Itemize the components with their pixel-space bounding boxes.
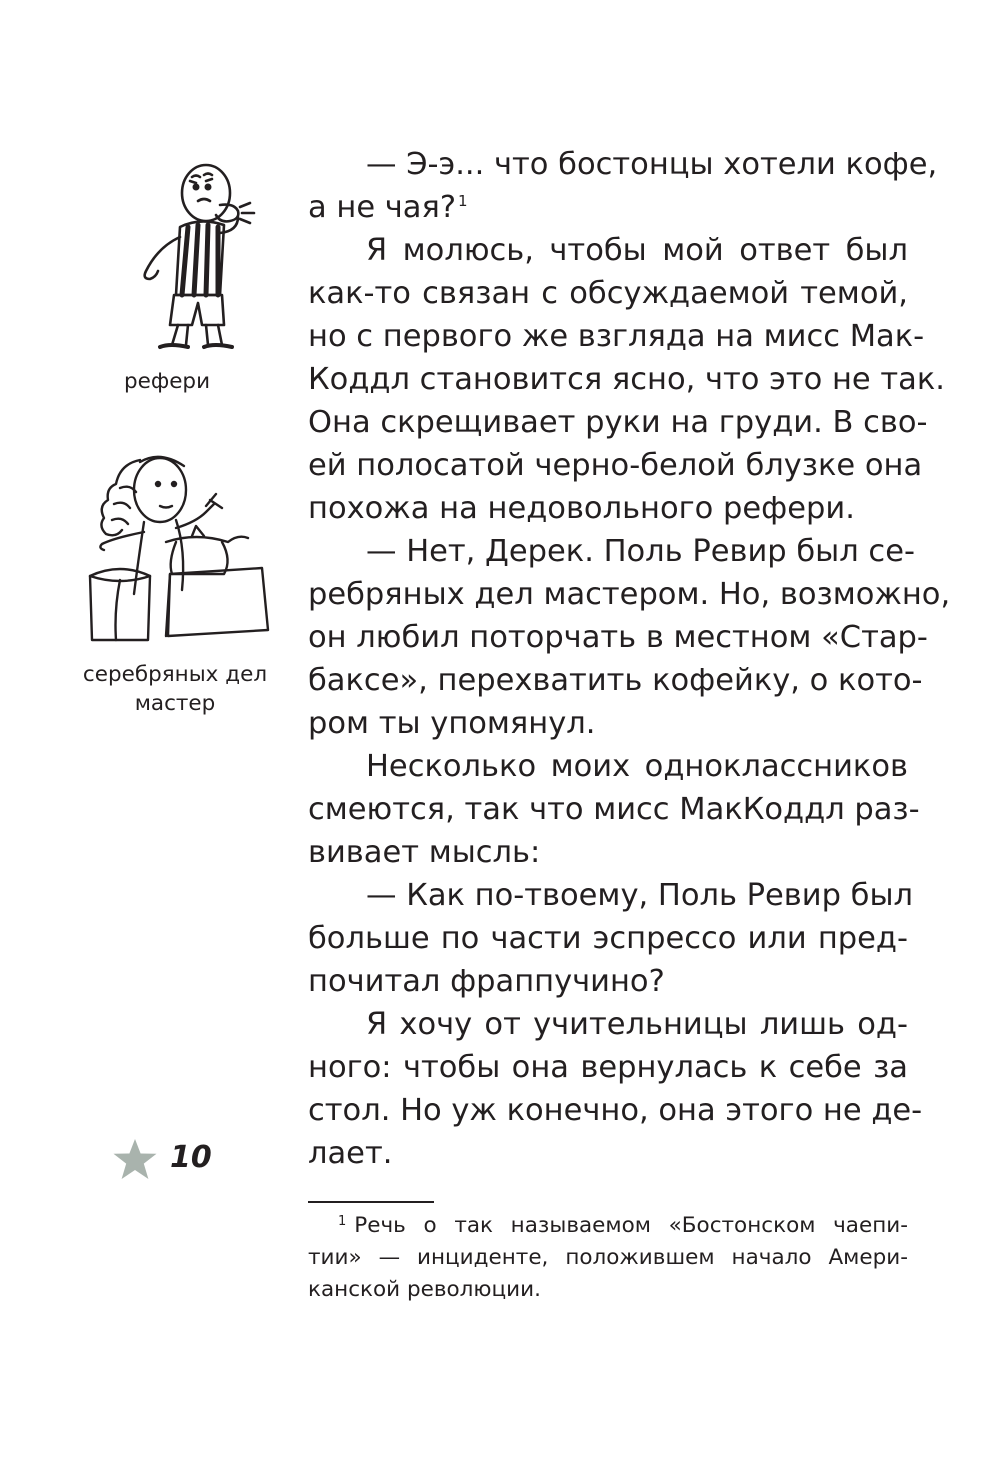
footnote-reference[interactable]: 1 [458, 192, 468, 210]
text-line: Я хочу от учительницы лишь од- [366, 1007, 908, 1042]
referee-caption: рефери [123, 369, 211, 394]
star-icon [112, 1138, 158, 1180]
text-line: Коддл становится ясно, что это не так. [308, 362, 945, 397]
page-number: 10 [170, 1140, 212, 1175]
paragraph [308, 229, 945, 530]
footnote-line [308, 1210, 908, 1242]
text-line: похожа на недовольного рефери. [308, 491, 855, 526]
referee-illustration [108, 155, 278, 355]
text-line: баксе», перехватить кофейку, о кото- [308, 663, 923, 698]
text-line: ей полосатой черно-белой блузке она [308, 448, 923, 483]
footnote-line: канской революции. [308, 1277, 541, 1302]
text-line: ного: чтобы она вернулась к себе за [308, 1050, 908, 1085]
text-line: ребряных дел мастером. Но, возможно, [308, 577, 951, 612]
star-shape [114, 1139, 157, 1179]
paragraph [308, 745, 920, 874]
text-line: — Э-э... что бостонцы хотели кофе, [366, 147, 938, 182]
text-line: стол. Но уж конечно, она этого не де- [308, 1093, 923, 1128]
text-line: Несколько моих одноклассников [366, 749, 908, 784]
paragraph [308, 530, 951, 745]
footnote-divider [308, 1201, 434, 1203]
text-line: Я молюсь, чтобы мой ответ был [366, 233, 908, 268]
text-line: смеются, так что мисс МакКоддл раз- [308, 792, 920, 827]
silversmith-caption-line2: мастер [134, 691, 216, 716]
text-line [308, 186, 908, 229]
paragraph [308, 874, 914, 1003]
footnote [308, 1210, 908, 1306]
silversmith-caption-line1: серебряных дел [82, 662, 268, 687]
text-line: — Нет, Дерек. Поль Ревир был се- [366, 534, 915, 569]
text-line: Она скрещивает руки на груди. В сво- [308, 405, 928, 440]
footnote-line-content: Речь о так называемом «Бостонском чаепи- [354, 1213, 908, 1238]
paragraph [308, 143, 938, 229]
text-line: вивает мысль: [308, 835, 541, 870]
footnote-marker: 1 [338, 1214, 347, 1229]
text-line-content: а не чая? [308, 190, 457, 225]
paragraph [308, 1003, 923, 1175]
text-line: как-то связан с обсуждаемой темой, [308, 276, 908, 311]
text-line: он любил поторчать в местном «Стар- [308, 620, 928, 655]
text-line: почитал фраппучино? [308, 964, 665, 999]
footnote-line: тии» — инциденте, положившем начало Амери- [308, 1245, 908, 1270]
text-line: — Как по-твоему, Поль Ревир был [366, 878, 914, 913]
text-line: ром ты упомянул. [308, 706, 596, 741]
text-line: больше по части эспрессо или пред- [308, 921, 908, 956]
text-line: но с первого же взгляда на мисс Мак- [308, 319, 925, 354]
silversmith-illustration [80, 440, 270, 650]
main-text [308, 143, 951, 1175]
silversmith-caption [70, 660, 280, 718]
text-line: лает. [308, 1136, 393, 1171]
